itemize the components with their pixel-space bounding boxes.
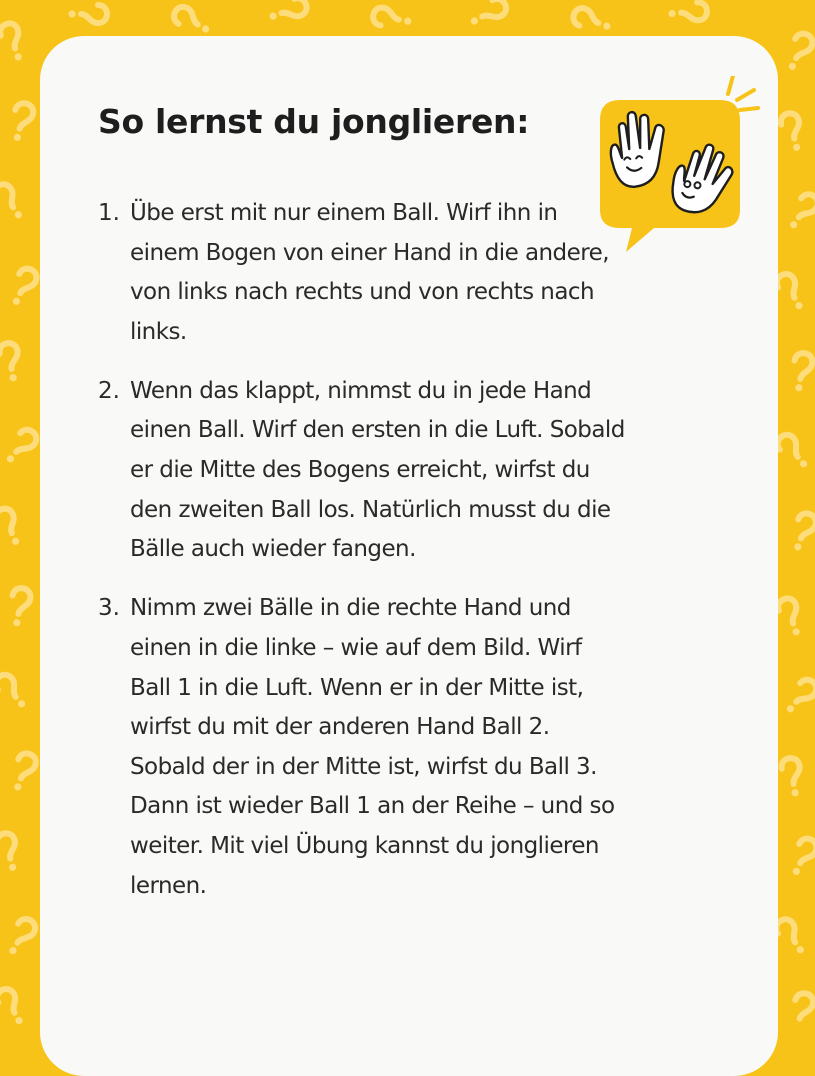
step-number: 1.: [98, 200, 120, 226]
list-item: [98, 589, 628, 906]
step-text: Nimm zwei Bälle in die rechte Hand und einen in die linke – wie auf dem Bild. Wirf Ball 1 in die Luft. Wenn er in der Mitte ist, wirfst du mit der anderen Hand Ball 2. Sobald der in der Mitte ist, wirfst du Ball 3. Dann ist wieder Ball 1 an der Reihe – und so weiter. Mit viel Übung kannst du jonglieren lernen.: [130, 595, 615, 899]
list-item: [98, 194, 628, 352]
step-number: 2.: [98, 377, 120, 404]
instruction-list: [98, 194, 628, 926]
list-item: [98, 372, 628, 570]
step-text: Übe erst mit nur einem Ball. Wirf ihn in einem Bogen von einer Hand in die andere, von links nach rechts und von rechts nach links.: [130, 200, 609, 345]
page-title: So lernst du jonglieren:: [98, 102, 530, 141]
step-text: Wenn das klappt, nimmst du in jede Hand einen Ball. Wirf den ersten in die Luft. Sobald er die Mitte des Bogens erreicht, wirfst du den zweiten Ball los. Natürlich musst du die Bälle auch wieder fangen.: [130, 377, 625, 563]
step-number: 3.: [98, 595, 120, 622]
